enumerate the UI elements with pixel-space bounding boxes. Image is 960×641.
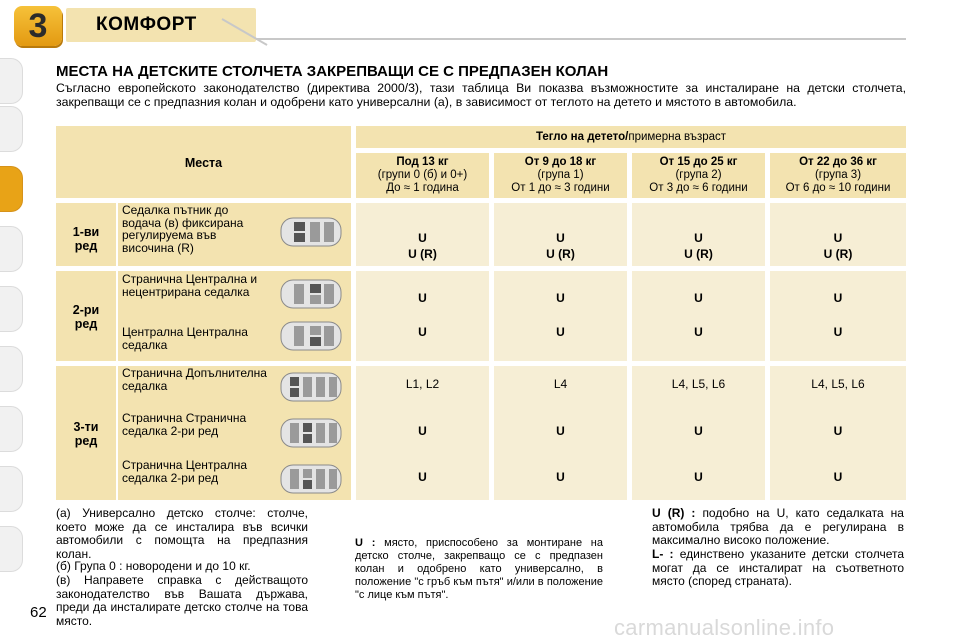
- group-header: [632, 153, 765, 198]
- row-label: 2-ри ред: [72, 303, 100, 331]
- value-cell: [632, 366, 765, 500]
- places-header: Места: [184, 156, 223, 170]
- value-cell: [356, 271, 489, 361]
- group-header: [494, 153, 627, 198]
- group-age: До ≈ 1 година: [386, 182, 459, 194]
- value: U: [556, 291, 565, 305]
- value-cell: [770, 203, 906, 266]
- seat-description: Странична Централна седалка 2-ри ред: [122, 458, 248, 485]
- footnote-ur: [652, 507, 904, 548]
- weight-header-cell: [356, 126, 906, 148]
- chapter-title: КОМФОРТ: [96, 14, 197, 35]
- seat-description: Странична Централна и нецентрирана седалка: [122, 272, 258, 299]
- value: U: [556, 470, 565, 484]
- group-line: (група 3): [814, 169, 862, 181]
- seat-cell: [118, 203, 351, 266]
- value: L4: [553, 377, 568, 391]
- value: U (R): [684, 247, 713, 261]
- value-cell: [494, 366, 627, 500]
- value: U: [833, 424, 843, 438]
- watermark: carmanualsonline.info: [614, 615, 835, 640]
- value: U: [833, 291, 843, 305]
- row-label-cell: [56, 271, 116, 361]
- value: U: [694, 231, 703, 245]
- side-tab[interactable]: [0, 106, 23, 152]
- footnote-u-text: място, приспособено за монтиране на детско столче, закрепващо се с предпазен колан и одобрено като универсално, в положение "с гръб към пътя" и/или в положение "с лице към пътя".: [355, 537, 604, 601]
- value-cell: [356, 203, 489, 266]
- value: U: [418, 470, 427, 484]
- side-tab-active[interactable]: [0, 166, 23, 212]
- footnote-u: [355, 537, 603, 602]
- car-seat-diagram-icon: [280, 462, 342, 496]
- side-tab[interactable]: [0, 346, 23, 392]
- value: U: [694, 424, 703, 438]
- car-seat-diagram-icon: [280, 319, 342, 353]
- group-age: От 1 до ≈ 3 години: [511, 182, 610, 194]
- group-title: От 15 до 25 кг: [659, 156, 738, 168]
- group-age: От 3 до ≈ 6 години: [649, 182, 748, 194]
- group-title: Под 13 кг: [396, 156, 449, 168]
- value: U: [556, 325, 565, 339]
- seat-description: Седалка пътник до водача (в) фиксирана регулируема във височина (R): [122, 203, 244, 255]
- header-divider: [256, 38, 906, 40]
- car-seat-diagram-icon: [280, 277, 342, 311]
- seat-description: Странична Допълнителна седалка: [122, 366, 267, 393]
- value-cell: [770, 271, 906, 361]
- footnote-ur-text: подобно на U, като седалката на автомобила трябва да е регулирана в максимално високо положение.: [652, 506, 904, 547]
- value: L4, L5, L6: [671, 377, 726, 391]
- row-label-cell: [56, 203, 116, 266]
- group-line: (групи 0 (б) и 0+): [377, 169, 468, 181]
- value: U: [556, 231, 565, 245]
- value-cell: [356, 366, 489, 500]
- car-seat-diagram-icon: [280, 370, 342, 404]
- value: U: [833, 470, 843, 484]
- footnote-c: (в) Направете справка с действащото законодателство във Вашата държава, преди да инсталирате детско столче на това място.: [56, 573, 308, 628]
- group-age: От 6 до ≈ 10 години: [785, 182, 891, 194]
- value-cell: [632, 271, 765, 361]
- value: U: [833, 231, 843, 245]
- seat-description: Странична Странична седалка 2-ри ред: [122, 411, 247, 438]
- seat-description: Централна Централна седалка: [122, 325, 248, 352]
- value: U: [418, 325, 427, 339]
- group-title: От 9 до 18 кг: [524, 156, 597, 168]
- value-cell: [632, 203, 765, 266]
- footnote-ur-label: U (R) :: [652, 506, 696, 520]
- footnote-l-label: L- :: [652, 547, 674, 561]
- weight-header-rest: примерна възраст: [628, 131, 727, 143]
- value: U: [694, 291, 703, 305]
- footnote-u-label: U :: [355, 537, 376, 549]
- value: U: [418, 231, 427, 245]
- car-seat-diagram-icon: [280, 215, 342, 249]
- value: U: [418, 291, 427, 305]
- seat-cell: [118, 271, 351, 361]
- footnote-l-text: единствено указаните детски столчета могат да се инсталират на съответното място (според страната).: [652, 547, 905, 588]
- footnote-l: [652, 548, 904, 589]
- section-title: МЕСТА НА ДЕТСКИТЕ СТОЛЧЕТА ЗАКРЕПВАЩИ СЕ С ПРЕДПАЗЕН КОЛАН: [56, 63, 609, 80]
- value: U (R): [823, 247, 853, 261]
- footnote-b: (б) Група 0 : новородени и до 10 кг.: [56, 559, 251, 573]
- group-title: От 22 до 36 кг: [799, 156, 877, 168]
- value-cell: [494, 203, 627, 266]
- value: L4, L5, L6: [811, 377, 865, 391]
- value-cell: [770, 366, 906, 500]
- value: U: [833, 325, 843, 339]
- row-label: 3-ти ред: [73, 420, 99, 448]
- value: U (R): [408, 247, 437, 261]
- chapter-number-badge: 3: [14, 6, 62, 46]
- side-tab[interactable]: [0, 226, 23, 272]
- side-tab[interactable]: [0, 526, 23, 572]
- seat-cell: [118, 366, 351, 500]
- value: U: [694, 325, 703, 339]
- footnote-a: (а) Универсално детско столче: столче, което може да се инсталира във всички автомобили с помощта на предпазния колан.: [56, 506, 308, 561]
- side-tab[interactable]: [0, 286, 23, 332]
- value: U: [556, 424, 565, 438]
- page-number: 62: [30, 604, 47, 621]
- value: L1, L2: [405, 377, 440, 391]
- value: U (R): [546, 247, 575, 261]
- child-seat-table: [56, 126, 906, 500]
- intro-paragraph: Съгласно европейското законодателство (директива 2000/3), тази таблица Ви показва възможностите за инсталиране на детски столчета, закрепващи се с предпазния колан и одобрени като универсални (а), в зависимост от теглото на детето и мястото в автомобила.: [56, 81, 906, 109]
- row-label: 1-ви ред: [72, 225, 100, 253]
- weight-header-bold: Тегло на детето/: [535, 131, 629, 143]
- group-header: [356, 153, 489, 198]
- group-line: (група 1): [537, 169, 584, 181]
- side-tab[interactable]: [0, 406, 23, 452]
- places-header-cell: [56, 126, 351, 198]
- value: U: [694, 470, 703, 484]
- side-tab[interactable]: [0, 58, 23, 104]
- value-cell: [494, 271, 627, 361]
- row-label-cell: [56, 366, 116, 500]
- car-seat-diagram-icon: [280, 416, 342, 450]
- group-line: (група 2): [675, 169, 722, 181]
- side-tab[interactable]: [0, 466, 23, 512]
- value: U: [418, 424, 427, 438]
- group-header: [770, 153, 906, 198]
